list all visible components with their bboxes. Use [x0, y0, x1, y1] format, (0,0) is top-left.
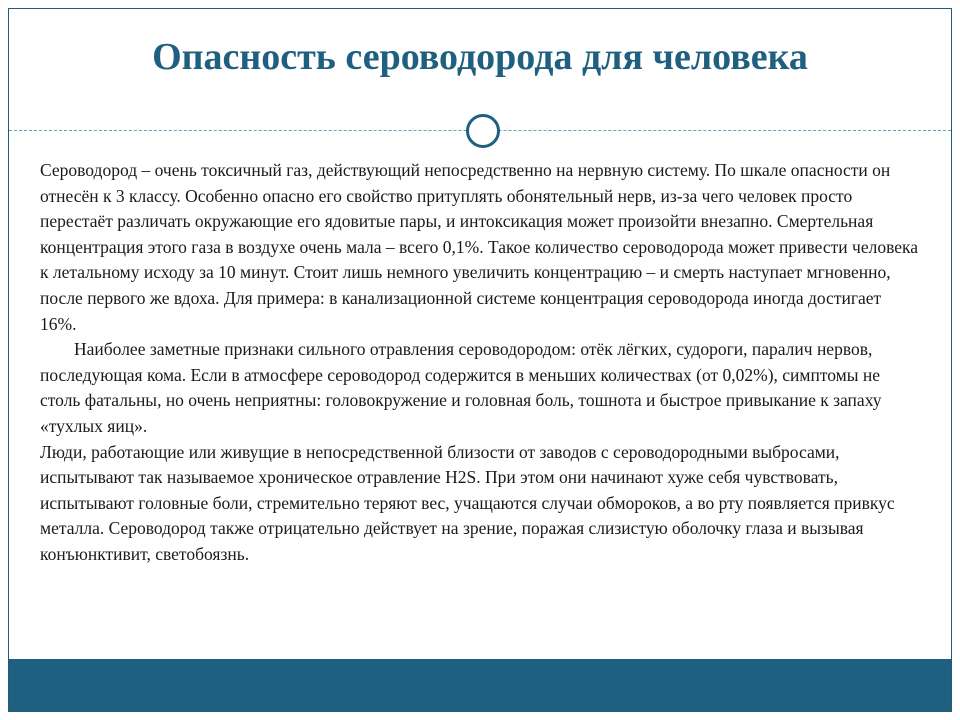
page-title: Опасность сероводорода для человека — [152, 36, 808, 78]
circle-ornament-icon — [466, 114, 500, 148]
paragraph-3: Люди, работающие или живущие в непосредственной близости от заводов с сероводородными выбросами, испытывают так называемое хроническое отравление H2S. При этом они начинают хуже себя чувствовать, испытывают головные боли, стремительно теряют вес, учащаются случаи обмороков, а во рту появляется привкус металла. Сероводород также отрицательно действует на зрение, поражая слизистую оболочку глаза и вызывая конъюнктивит, светобоязнь. — [40, 441, 895, 564]
body-text — [40, 158, 920, 568]
bottom-accent-bar — [9, 659, 951, 711]
paragraph-2: Наиболее заметные признаки сильного отравления сероводородом: отёк лёгких, судороги, паралич нервов, последующая кома. Если в атмосфере сероводород содержится в меньших количествах (от 0,02%), симптомы не столь фатальны, но очень неприятны: головокружение и головная боль, тошнота и быстрое привыкание к запаху «тухлых яиц». — [40, 339, 882, 436]
paragraph-1: Сероводород – очень токсичный газ, действующий непосредственно на нервную систему. По шкале опасности он отнесён к 3 классу. Особенно опасно его свойство притуплять обонятельный нерв, из-за чего человек просто перестаёт различать окружающие его ядовитые пары, и интоксикация может произойти внезапно. Смертельная концентрация этого газа в воздухе очень мала – всего 0,1%. Такое количество сероводорода может привести человека к летальному исходу за 10 минут. Стоит лишь немного увеличить концентрацию – и смерть наступает мгновенно, после первого же вдоха. Для примера: в канализационной системе концентрация сероводорода иногда достигает 16%. — [40, 160, 918, 334]
